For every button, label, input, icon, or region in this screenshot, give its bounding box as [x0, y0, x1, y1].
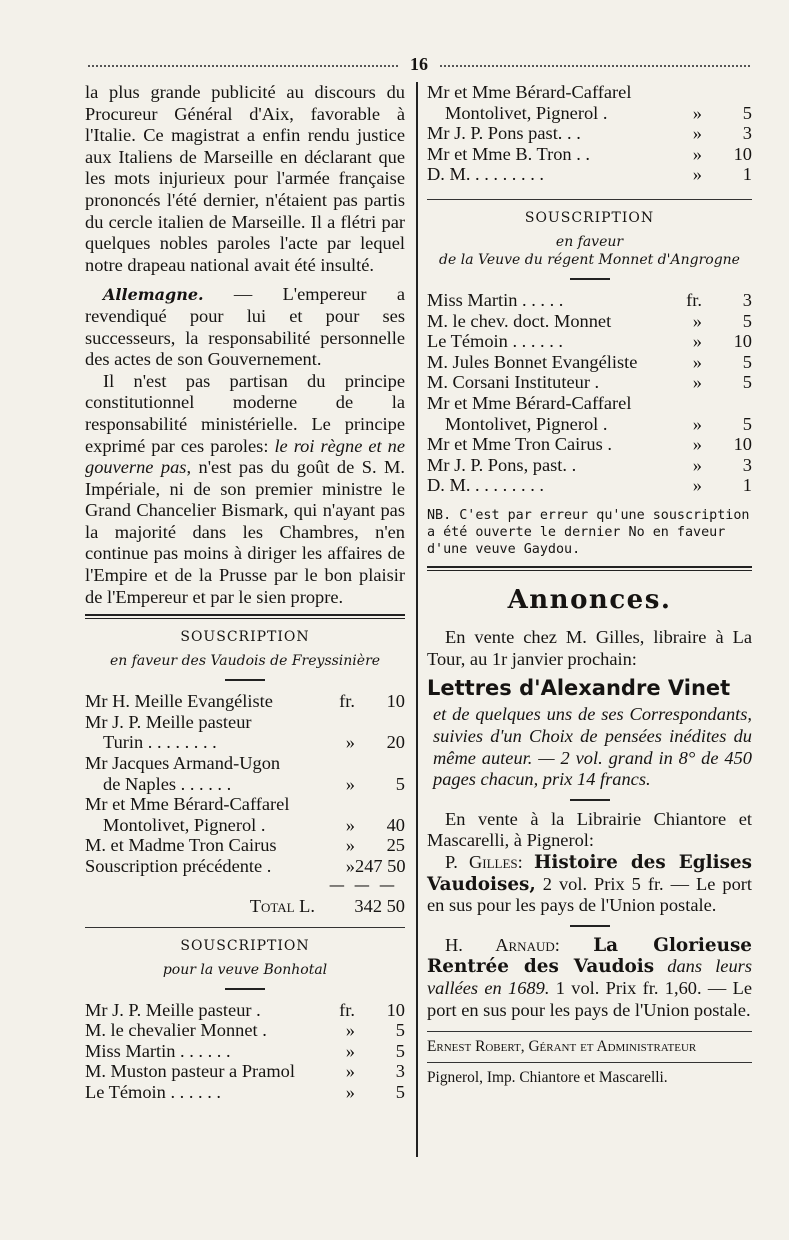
short-rule — [570, 278, 610, 280]
subscription-subtitle-2: de la Veuve du régent Monnet d'Angrogne — [439, 251, 740, 268]
donor-name: M. Jules Bonnet Evangéliste — [427, 351, 638, 372]
currency-mark: » — [692, 143, 702, 164]
donation-amount: 3 — [395, 1061, 405, 1082]
subscription-row — [85, 1061, 405, 1082]
header-ornament-left — [88, 65, 398, 68]
donor-name: Mr J. P. Meille pasteur — [85, 711, 252, 732]
principle-quote: le roi règne et ne gouverne pas — [85, 435, 405, 478]
subscription-subtitle: en faveur des Vaudois de Freyssinière — [109, 653, 381, 670]
subscription-row — [85, 753, 405, 774]
donor-name: Mr et Mme Tron Cairus . — [427, 434, 612, 455]
donor-name: de Naples . . . . . . — [103, 773, 232, 794]
donor-name: Mr et Mme B. Tron . . — [427, 143, 590, 164]
page-header — [88, 54, 750, 76]
currency-mark: » — [692, 123, 702, 144]
short-rule — [225, 988, 265, 990]
sum-dashes: — — — — [328, 874, 397, 894]
currency-mark: » — [692, 475, 702, 496]
donor-name: Mr J. P. Pons past. . . — [427, 123, 581, 144]
subscription-row — [85, 1082, 405, 1103]
section-rule — [427, 1062, 752, 1063]
arnaud-details: 1 vol. Prix fr. 1,60. — Le port en sus pour les pays de l'Union postale. — [427, 978, 752, 1020]
donation-amount: 20 — [386, 732, 405, 753]
column-divider — [416, 82, 418, 1157]
arnaud-title: La Glorieuse Rentrée des Vaudois — [427, 934, 752, 978]
donation-amount: 10 — [386, 999, 405, 1020]
currency-mark: » — [345, 1040, 355, 1061]
arnaud-author: H. Arnaud: — [445, 934, 560, 955]
subscription-freyssiniere — [85, 629, 405, 916]
subscription-row — [427, 434, 752, 455]
donor-name: M. Muston pasteur a Pramol — [85, 1061, 295, 1082]
donation-amount: 10 — [733, 331, 752, 352]
currency-mark: » — [692, 413, 702, 434]
currency-mark: » — [692, 351, 702, 372]
subscription-row — [427, 372, 752, 393]
total-amount: 342 50 — [354, 895, 405, 916]
donor-name: M. le chev. doct. Monnet — [427, 310, 612, 331]
principle-paragraph — [85, 371, 405, 609]
gilles-details: 2 vol. Prix 5 fr. — Le port en sus pour les pays de l'Union postale. — [427, 873, 752, 916]
currency-mark: » — [345, 1061, 355, 1082]
subscription-row — [427, 414, 752, 435]
nb-note: NB. C'est par erreur qu'une souscription a été ouverte le dernier No en faveur d'une veuve Gaydou. — [427, 507, 750, 557]
section-rule — [85, 614, 405, 619]
donor-name: D. M. . . . . . . . . — [427, 475, 544, 496]
donation-amount: 5 — [395, 1081, 405, 1102]
donation-amount: 5 — [742, 413, 752, 434]
annonces-title: Annonces. — [507, 585, 672, 616]
donor-name: Mr Jacques Armand-Ugon — [85, 753, 281, 774]
principle-text-a: Il n'est pas partisan du principe constitutionnel moderne de la responsabilité ministérielle. Le principe exprimé par ces paroles: — [85, 370, 405, 456]
donor-name: Souscription précédente . — [85, 856, 272, 876]
donor-name: M. et Madme Tron Cairus — [85, 835, 277, 856]
donation-amount: 10 — [733, 434, 752, 455]
donor-name: Mr H. Meille Evangéliste — [85, 691, 273, 712]
currency-mark: » — [692, 310, 702, 331]
arnaud-notice — [427, 935, 752, 1021]
donation-amount: 3 — [742, 454, 752, 475]
currency-mark: » — [345, 1081, 355, 1102]
donation-amount: 10 — [733, 143, 752, 164]
italy-paragraph: la plus grande publicité au discours du Procureur Général d'Aix, favorable à l'Italie. Ce magistrat a enfin rendu justice aux Italiens de Marseille en déclarant que les mots injurieux pour l'armée française prononcés l'été dernier, n'étaient pas partis du cercle italien de Marseille. Il a flétri par quelques nobles paroles l'acte par lequel notre drapeau national avait été insulté. — [85, 82, 405, 275]
subscription-title: SOUSCRIPTION — [180, 629, 310, 646]
header-ornament-right — [440, 65, 750, 68]
subscription-row — [85, 794, 405, 815]
book-title: Lettres d'Alexandre Vinet — [427, 676, 731, 701]
currency-mark: » — [345, 1020, 355, 1041]
donation-amount: 10 — [386, 691, 405, 712]
subscription-row — [427, 82, 752, 103]
subscription-list — [85, 691, 405, 876]
subscription-subtitle: pour la veuve Bonhotal — [162, 961, 328, 978]
subscription-monnet — [427, 210, 752, 558]
donation-amount: 5 — [742, 351, 752, 372]
annonces-section — [427, 585, 752, 1087]
donor-name: Montolivet, Pignerol . — [445, 102, 608, 123]
subscription-row — [85, 1020, 405, 1041]
donation-amount: 5 — [742, 102, 752, 123]
subscription-subtitle-1: en faveur — [555, 233, 624, 250]
short-rule — [225, 679, 265, 681]
short-rule — [570, 925, 610, 927]
gilles-author: P. Gilles: — [445, 852, 523, 873]
donation-amount: 5 — [395, 1040, 405, 1061]
donation-amount: 25 — [386, 835, 405, 856]
donation-amount: 5 — [742, 372, 752, 393]
currency-mark: » — [345, 835, 355, 856]
vente-notice: En vente à la Librairie Chiantore et Mascarelli, à Pignerol: — [427, 808, 752, 851]
currency-mark: » — [692, 434, 702, 455]
currency-mark: fr. — [339, 999, 355, 1020]
donor-name: Mr J. P. Meille pasteur . — [85, 999, 261, 1020]
left-column — [85, 82, 405, 1103]
currency-mark: » — [345, 773, 355, 794]
currency-mark: » — [692, 331, 702, 352]
donation-amount: 40 — [386, 814, 405, 835]
subscription-row — [85, 1000, 405, 1021]
gilles-title: Histoire des Eglises Vaudoises, — [427, 852, 752, 895]
annonce-intro: En vente chez M. Gilles, libraire à La Tour, au 1r janvier prochain: — [427, 627, 752, 669]
total-label: Total L. — [249, 895, 315, 916]
donor-name: D. M. . . . . . . . . — [427, 164, 544, 185]
donation-amount: 5 — [395, 773, 405, 794]
donor-name: M. Corsani Instituteur . — [427, 372, 600, 393]
donation-amount: 3 — [742, 289, 752, 310]
subscription-row — [427, 123, 752, 144]
subscription-title: SOUSCRIPTION — [180, 937, 310, 954]
page-number: 16 — [410, 54, 428, 74]
subscription-row — [427, 352, 752, 373]
allemagne-paragraph — [85, 284, 405, 370]
short-rule — [570, 799, 610, 801]
subscription-row — [427, 290, 752, 311]
subscription-row — [427, 331, 752, 352]
currency-mark: » — [692, 164, 702, 185]
principle-text-b: , n'est pas du goût de S. M. Impériale, ni de son premier ministre le Grand Chancelier Bismark, qui n'ayant pas la majorité dans les Chambres, n'en continue pas moins à diriger les affaires de l'Empire et de la Prusse par le bon plaisir de l'Empereur et par le sien propre. — [85, 457, 405, 607]
donor-name: Miss Martin . . . . . — [427, 289, 564, 310]
donation-amount: 247 50 — [355, 856, 406, 876]
section-rule — [85, 927, 405, 928]
subscription-list — [85, 1000, 405, 1103]
continued-subscription-list — [427, 82, 752, 185]
subscription-row — [427, 393, 752, 414]
imprint-line: Pignerol, Imp. Chiantore et Mascarelli. — [427, 1069, 668, 1087]
currency-mark: » — [345, 732, 355, 753]
allemagne-text: — L'empereur a revendiqué pour lui et pour ses successeurs, la responsabilité personnelle des actes de son Gouvernement. — [85, 284, 405, 370]
subscription-bonhotal — [85, 938, 405, 1103]
currency-mark: » — [345, 856, 355, 876]
currency-mark: fr. — [686, 289, 702, 310]
donor-name: M. le chevalier Monnet . — [85, 1020, 267, 1041]
total-row — [85, 895, 405, 917]
section-rule — [427, 199, 752, 200]
donor-name: Mr et Mme Bérard-Caffarel — [427, 82, 632, 102]
section-rule — [427, 1031, 752, 1032]
currency-mark: » — [692, 102, 702, 123]
donor-name: Montolivet, Pignerol . — [103, 814, 266, 835]
subscription-row — [85, 774, 405, 795]
right-column — [427, 82, 752, 1093]
subscription-list — [427, 290, 752, 496]
book-description: et de quelques uns de ses Correspondants, suivies d'un Choix de pensées inédites du même auteur. — 2 vol. grand in 8° de 450 pages chacun, prix 14 francs. — [433, 704, 752, 790]
subscription-row — [85, 835, 405, 856]
allemagne-label: Allemagne. — [103, 285, 204, 305]
donation-amount: 1 — [742, 164, 752, 185]
subscription-row — [85, 1041, 405, 1062]
subscription-row — [85, 732, 405, 753]
gilles-notice — [427, 852, 752, 917]
subscription-row — [427, 311, 752, 332]
currency-mark: » — [692, 372, 702, 393]
subscription-row — [85, 712, 405, 733]
donor-name: Miss Martin . . . . . . — [85, 1040, 231, 1061]
subscription-row — [427, 144, 752, 165]
donation-amount: 5 — [742, 310, 752, 331]
donor-name: Le Témoin . . . . . . — [427, 331, 564, 352]
donor-name: Montolivet, Pignerol . — [445, 413, 608, 434]
donor-name: Mr J. P. Pons, past. . — [427, 454, 577, 475]
donor-name: Mr et Mme Bérard-Caffarel — [85, 794, 290, 815]
subscription-row — [427, 455, 752, 476]
subscription-row — [85, 856, 405, 877]
donation-amount: 1 — [742, 475, 752, 496]
donor-name: Turin . . . . . . . . — [103, 732, 217, 753]
subscription-row — [85, 691, 405, 712]
subscription-row — [427, 103, 752, 124]
currency-mark: fr. — [339, 691, 355, 712]
gerant-line: Ernest Robert, Gérant et Administrateur — [427, 1038, 697, 1056]
currency-mark: » — [692, 454, 702, 475]
donation-amount: 5 — [395, 1020, 405, 1041]
arnaud-italic: dans leurs vallées en 1689. — [427, 956, 752, 999]
donation-amount: 3 — [742, 123, 752, 144]
subscription-title: SOUSCRIPTION — [524, 209, 655, 226]
subscription-row — [427, 475, 752, 496]
donor-name: Mr et Mme Bérard-Caffarel — [427, 392, 632, 413]
donor-name: Le Témoin . . . . . . — [85, 1081, 222, 1102]
subscription-row — [85, 815, 405, 836]
currency-mark: » — [345, 814, 355, 835]
section-rule — [427, 566, 752, 571]
subscription-row — [427, 164, 752, 185]
